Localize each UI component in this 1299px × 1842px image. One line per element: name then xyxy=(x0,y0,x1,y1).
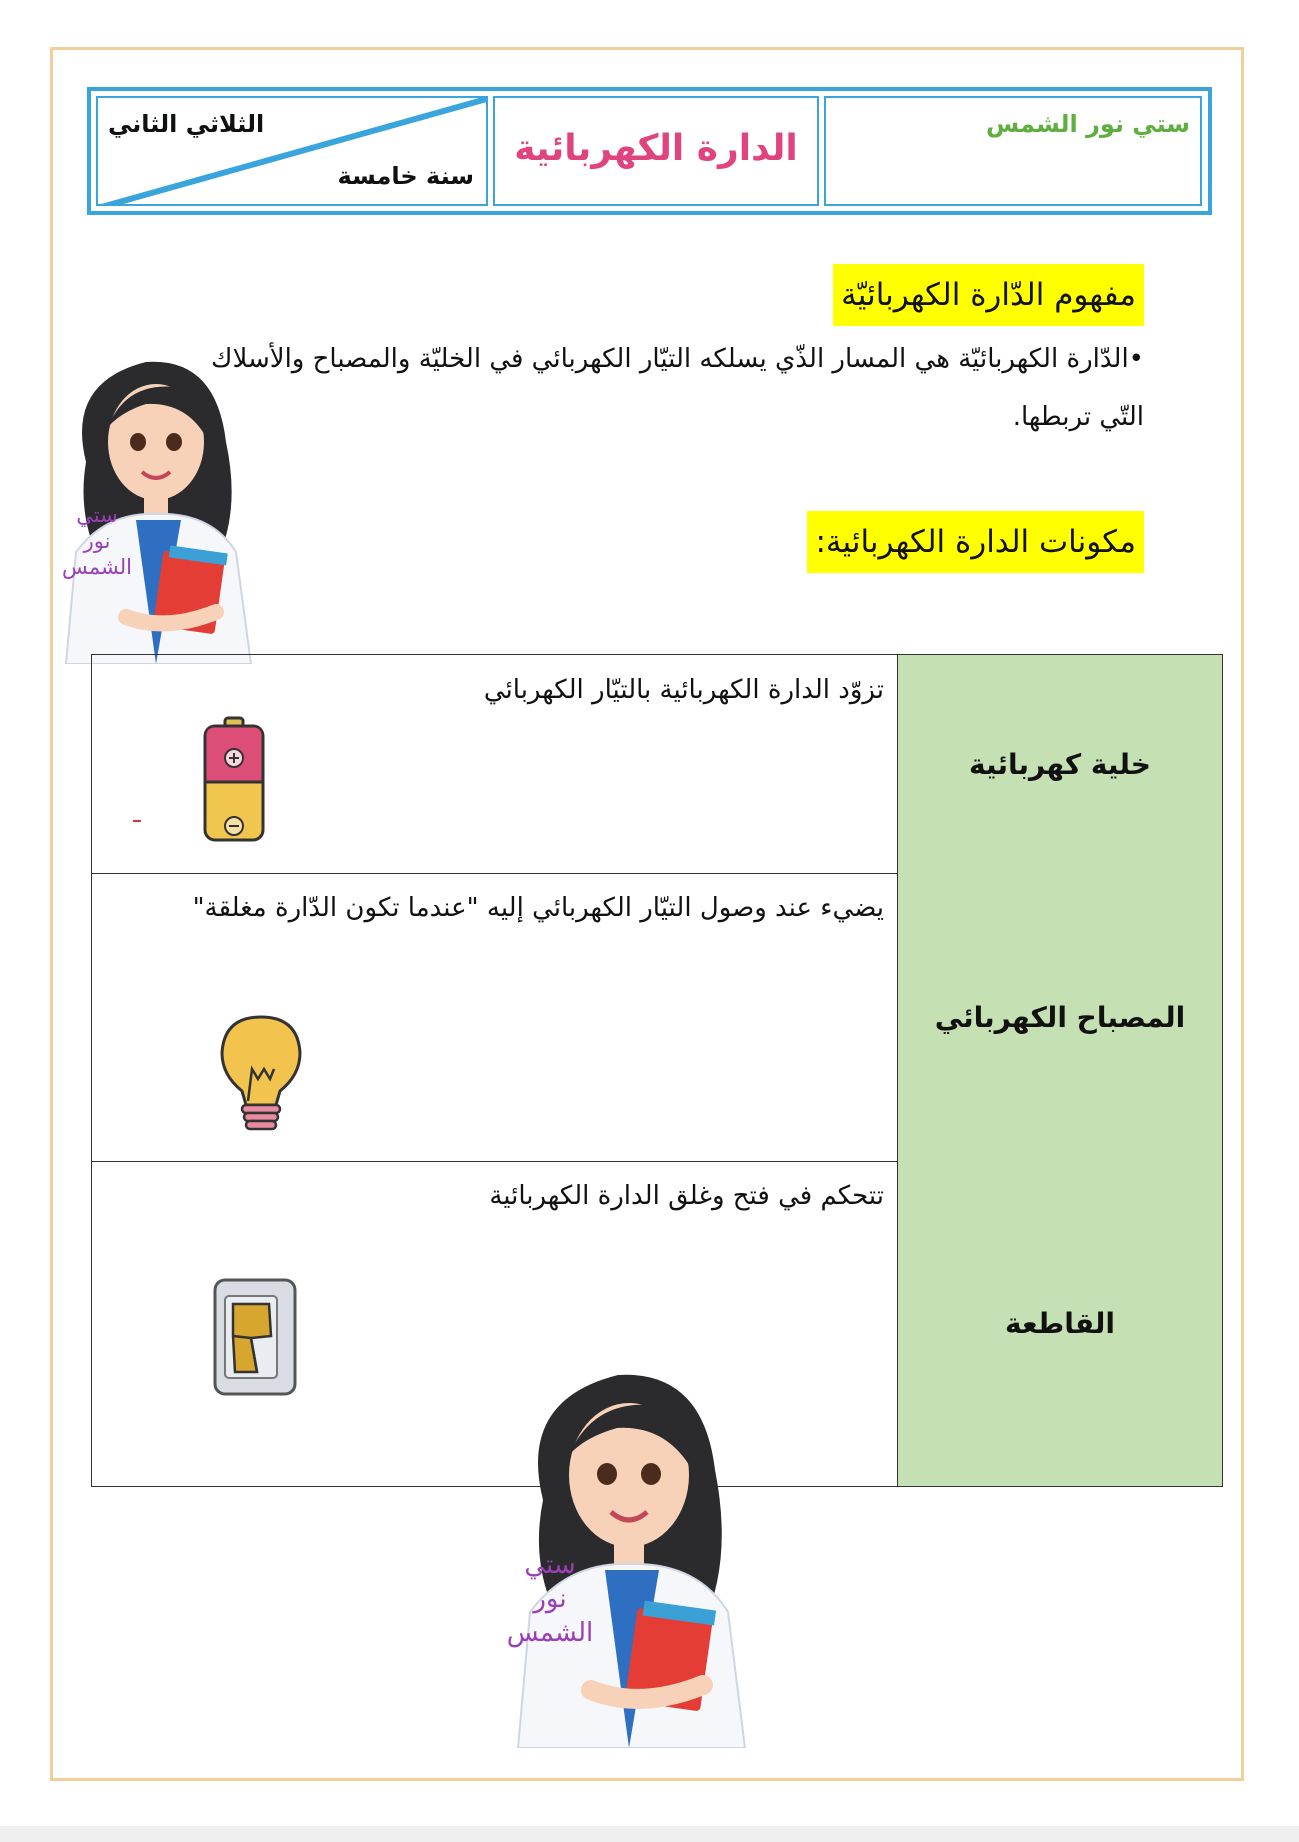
red-mark xyxy=(133,820,141,822)
header-teacher-cell xyxy=(824,96,1202,206)
header-title-cell xyxy=(493,96,819,206)
component-label: المصباح الكهربائي xyxy=(897,873,1222,1161)
component-description: يضيء عند وصول التيّار الكهربائي إليه "عندما تكون الدّارة مغلقة" xyxy=(192,893,884,923)
component-description: تتحكم في فتح وغلق الدارة الكهربائية xyxy=(489,1181,884,1211)
concept-definition: •الدّارة الكهربائيّة هي المسار الذّي يسلكه التيّار الكهربائي في الخليّة والمصباح والأسلاك التّي تربطها. xyxy=(211,344,1144,432)
watermark-2 xyxy=(505,1548,595,1650)
watermark-1-line2: الشمس xyxy=(62,555,132,579)
teacher-name: ستي نور الشمس xyxy=(986,110,1190,138)
term-label: الثلاثي الثاني xyxy=(108,110,265,138)
header-level-cell xyxy=(96,96,488,206)
component-label: خلية كهربائية xyxy=(897,655,1222,873)
watermark-2-line2: الشمس xyxy=(506,1618,594,1648)
switch-icon xyxy=(211,1276,299,1398)
header-box xyxy=(87,87,1212,215)
watermark-1-line1: ستي نور xyxy=(76,503,118,553)
concept-heading: مفهوم الدّارة الكهربائيّة xyxy=(833,264,1144,326)
component-label: القاطعة xyxy=(897,1161,1222,1486)
components-heading: مكونات الدارة الكهربائية: xyxy=(807,511,1144,573)
page-title: الدارة الكهربائية xyxy=(514,128,798,169)
watermark-1 xyxy=(62,502,132,580)
battery-icon xyxy=(201,716,267,844)
watermark-2-line1: ستي نور xyxy=(524,1550,576,1614)
bulb-icon xyxy=(218,1013,304,1137)
grade-label: سنة خامسة xyxy=(337,162,474,190)
component-description: تزوّد الدارة الكهربائية بالتيّار الكهربائي xyxy=(483,675,884,705)
